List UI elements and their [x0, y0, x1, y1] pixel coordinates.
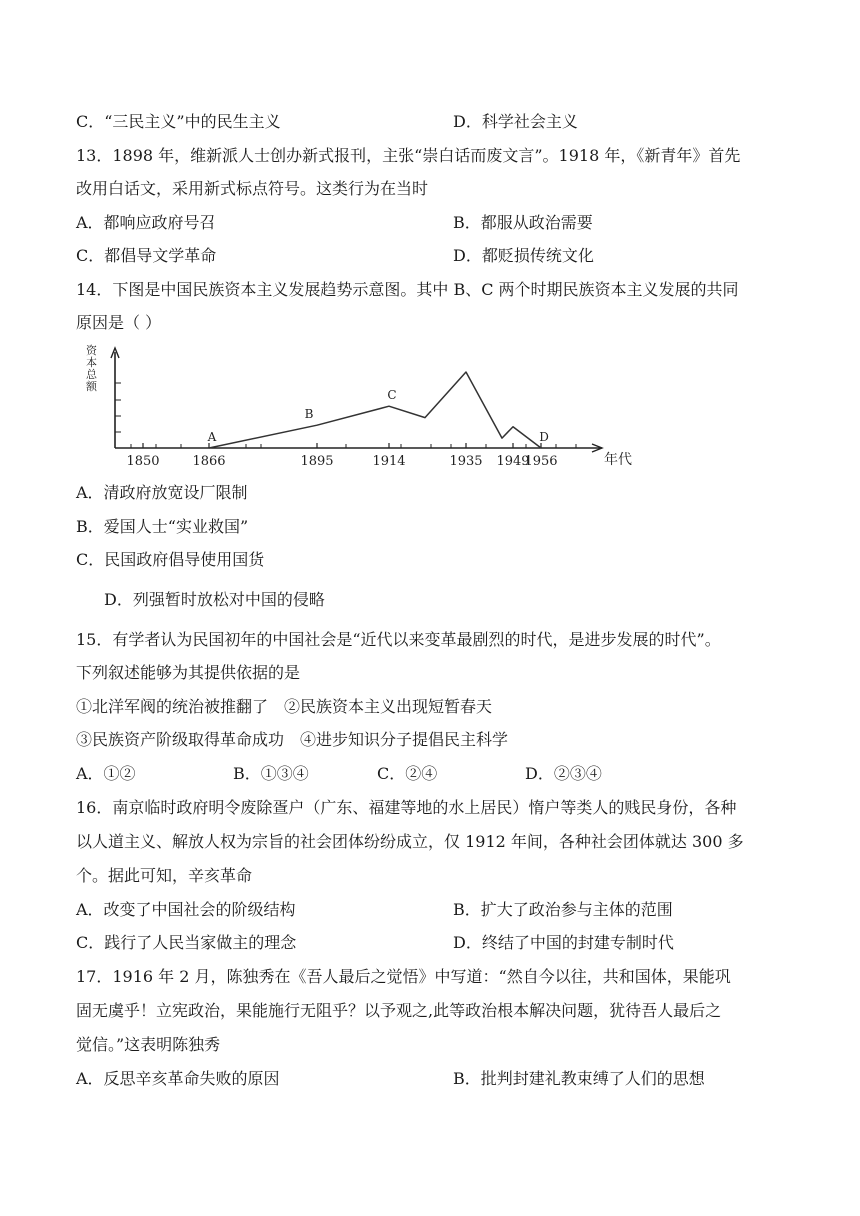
point-label-C: C [387, 388, 397, 403]
q15-option-d: D．②③④ [525, 764, 602, 783]
q16-option-d: D．终结了中国的封建专制时代 [453, 933, 674, 952]
point-label-B: B [304, 407, 314, 422]
q17-option-a: A．反思辛亥革命失败的原因 [76, 1069, 280, 1088]
q17-stem-line1: 17．1916 年 2 月，陈独秀在《吾人最后之觉悟》中写道：“然自今以往，共和国体，果能巩 [76, 967, 731, 986]
q16-stem-line3: 个。据此可知，辛亥革命 [76, 866, 253, 885]
q16-options-row2 [76, 933, 674, 953]
q15-stem-line1: 15．有学者认为民国初年的中国社会是“近代以来变革最剧烈的时代，是进步发展的时代”。 [76, 630, 721, 649]
q16-option-a: A．改变了中国社会的阶级结构 [76, 900, 296, 919]
q14-option-a: A．清政府放宽设厂限制 [76, 483, 248, 502]
q15-stem-line2: 下列叙述能够为其提供依据的是 [76, 663, 301, 682]
q13-stem-line2: 改用白话文，采用新式标点符号。这类行为在当时 [76, 179, 429, 198]
q16-option-c: C．践行了人民当家做主的理念 [76, 933, 297, 952]
capitalism-trend-chart [86, 342, 636, 470]
q17-stem-line3: 觉信。”这表明陈独秀 [76, 1035, 221, 1054]
series-line-1 [209, 372, 541, 448]
x-tick-label-1914: 1914 [372, 454, 406, 469]
x-tick-label-1949: 1949 [496, 454, 530, 469]
q13-options-row1 [76, 213, 593, 233]
q13-stem-line1: 13．1898 年，维新派人士创办新式报刊，主张“崇白话而废文言”。1918 年，《新青年》首先 [76, 146, 741, 165]
q12-option-c: C．“三民主义”中的民生主义 [76, 112, 281, 131]
q15-option-c: C．②④ [377, 764, 438, 783]
q17-option-b: B．批判封建礼教束缚了人们的思想 [453, 1069, 705, 1088]
y-axis-label-char: 总 [86, 368, 97, 381]
q16-options-row1 [76, 900, 673, 920]
q15-items-line1: ①北洋军阀的统治被推翻了 ②民族资本主义出现短暂春天 [76, 697, 493, 716]
q14-option-c: C．民国政府倡导使用国货 [76, 550, 265, 569]
q17-stem-line2: 固无虞乎！立宪政治，果能施行无阻乎？以予观之,此等政治根本解决问题，犹待吾人最后之 [76, 1001, 722, 1020]
q14-option-b: B．爱国人士“实业救国” [76, 517, 249, 536]
q15-option-b: B．①③④ [233, 764, 309, 783]
q16-stem-line2: 以人道主义、解放人权为宗旨的社会团体纷纷成立，仅 1912 年间，各种社会团体就达 300 多 [76, 832, 744, 851]
x-axis-label: 年代 [604, 452, 632, 468]
point-labels [207, 388, 549, 444]
q15-option-a: A．①② [76, 764, 136, 783]
q16-option-b: B．扩大了政治参与主体的范围 [453, 900, 673, 919]
q12-options-row [76, 112, 578, 132]
y-axis-label-char: 资 [86, 344, 97, 357]
x-tick-label-1895: 1895 [300, 454, 334, 469]
y-axis [86, 343, 121, 448]
q13-option-c: C．都倡导文学革命 [76, 246, 217, 265]
point-label-D: D [539, 430, 549, 444]
point-label-A: A [207, 430, 217, 444]
q13-option-d: D．都贬损传统文化 [453, 246, 594, 265]
x-tick-label-1956: 1956 [524, 454, 558, 469]
q14-stem-line2: 原因是（ ） [76, 313, 162, 332]
q16-stem-line1: 16．南京临时政府明令废除疍户（广东、福建等地的水上居民）惰户等类人的贱民身份，各种 [76, 798, 737, 817]
x-tick-label-1866: 1866 [192, 454, 226, 469]
q14-option-d: D．列强暂时放松对中国的侵略 [104, 590, 325, 609]
q13-options-row2 [76, 246, 594, 266]
x-tick-label-1850: 1850 [126, 454, 160, 469]
series [209, 372, 541, 448]
y-axis-label-char: 本 [86, 356, 97, 369]
q15-items-line2: ③民族资产阶级取得革命成功 ④进步知识分子提倡民主科学 [76, 730, 509, 749]
q13-option-a: A．都响应政府号召 [76, 213, 216, 232]
x-ticks [126, 443, 557, 469]
y-axis-label-char: 额 [86, 380, 97, 393]
q13-option-b: B．都服从政治需要 [453, 213, 593, 232]
q12-option-d: D．科学社会主义 [453, 112, 578, 131]
x-tick-label-1935: 1935 [449, 454, 483, 469]
q15-options-row [76, 764, 602, 784]
q14-stem-line1: 14．下图是中国民族资本主义发展趋势示意图。其中 B、C 两个时期民族资本主义发展的共同 [76, 280, 739, 299]
q17-options-row1 [76, 1069, 705, 1089]
